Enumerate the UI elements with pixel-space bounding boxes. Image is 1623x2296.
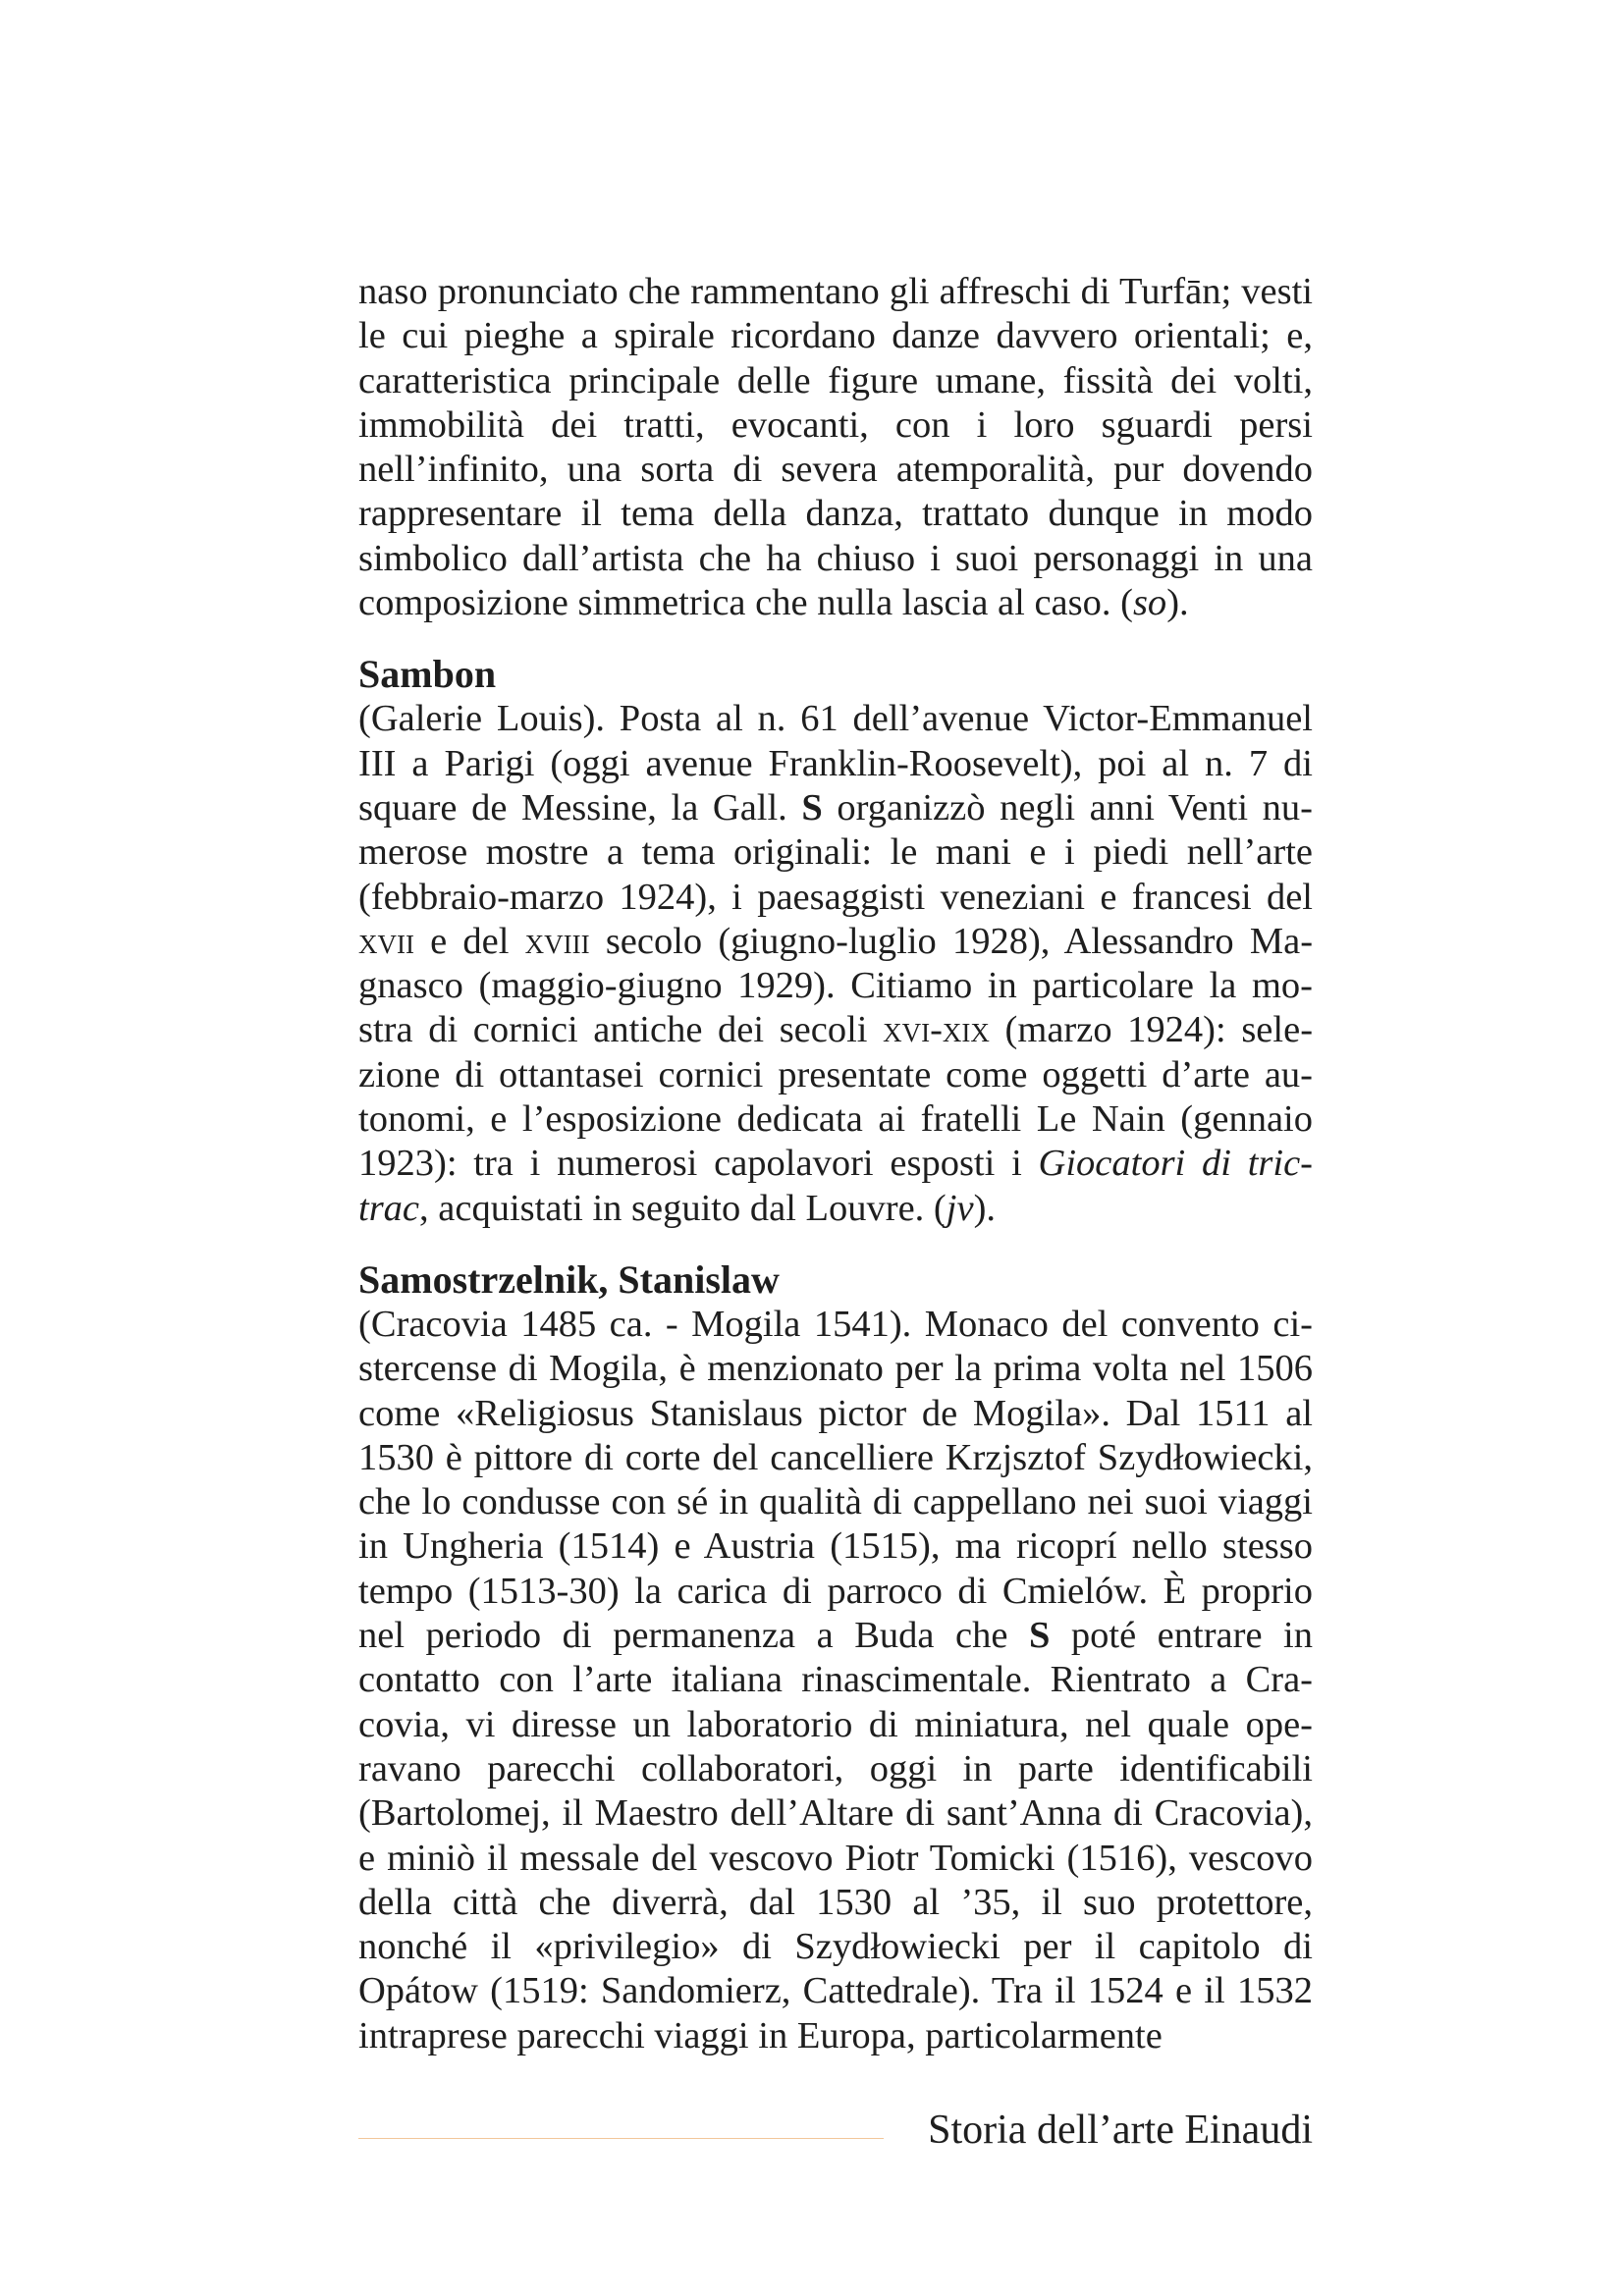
entry-title: Samostrzelnik, Stanislaw	[358, 1256, 780, 1302]
footer-title: Storia dell’arte Einaudi	[928, 2108, 1313, 2153]
entry-text: (Galerie Louis). Posta al n. 61 dell’avenue Victor-Emmanuel III a Parigi (oggi avenue Franklin-Roosevelt), poi al n. 7 di square de Messine, la Gall. S organizzò negli anni Venti numerose mostre a tema originali: le mani e i piedi nell’arte (febbraio-marzo 1924), i paesaggisti veneziani e francesi del xvii e del xviii secolo (giugno-luglio 1928), Alessandro Magnasco (maggio-giugno 1929). Citiamo in particolare la mostra di cornici antiche dei secoli xvi-xix (marzo 1924): selezione di ottantasei cornici presentate come oggetti d’arte autonomi, e l’esposizione dedicata ai fratelli Le Nain (gennaio 1923): tra i numerosi capolavori esposti i Giocatori di tric-trac, acquistati in seguito dal Louvre. (jv).	[358, 698, 1314, 1229]
entry-text: (Cracovia 1485 ca. - Mogila 1541). Monaco del convento cistercense di Mogila, è menzionato per la prima volta nel 1506 come «Religiosus Stanislaus pictor de Mogila». Dal 1511 al 1530 è pittore di corte del cancelliere Krzjsztof Szydłowiecki, che lo condusse con sé in qualità di cappellano nei suoi viaggi in Ungheria (1514) e Austria (1515), ma ricoprí nello stesso tempo (1513-30) la carica di parroco di Cmielów. È proprio nel periodo di permanenza a Buda che S poté entrare in contatto con l’arte italiana rinascimentale. Rientrato a Cracovia, vi diresse un laboratorio di miniatura, nel quale operavano parecchi collaboratori, oggi in parte identificabili (Bartolomej, il Maestro dell’Altare di sant’Anna di Cracovia), e miniò il messale del vescovo Piotr Tomicki (1516), vescovo della città che diverrà, dal 1530 al ’35, il suo protettore, nonché il «privilegio» di Szydłowiecki per il capitolo di Opátow (1519: Sandomierz, Cattedrale). Tra il 1524 e il 1532 intraprese parecchi viaggi in Europa, particolarmente	[358, 1303, 1313, 2056]
entry-samostrzelnik	[358, 1257, 1313, 2058]
page-footer	[358, 2101, 1313, 2160]
entry-sambon	[358, 652, 1313, 1231]
page-body	[358, 270, 1313, 2058]
entry-title: Sambon	[358, 652, 497, 697]
footer-rule	[358, 2138, 884, 2139]
intro-paragraph: naso pronunciato che rammentano gli affreschi di Turfān; vesti le cui pieghe a spirale ricordano danze davvero orientali; e, caratteristica principale delle figure umane, fissità dei volti, immobilità dei tratti, evocanti, con i loro sguardi persi nell’infinito, una sorta di severa atemporalità, pur dovendo rappresentare il tema della danza, trattato dunque in modo simbolico dall’artista che ha chiuso i suoi personaggi in una composizione simmetrica che nulla lascia al caso. (so).	[358, 271, 1313, 624]
